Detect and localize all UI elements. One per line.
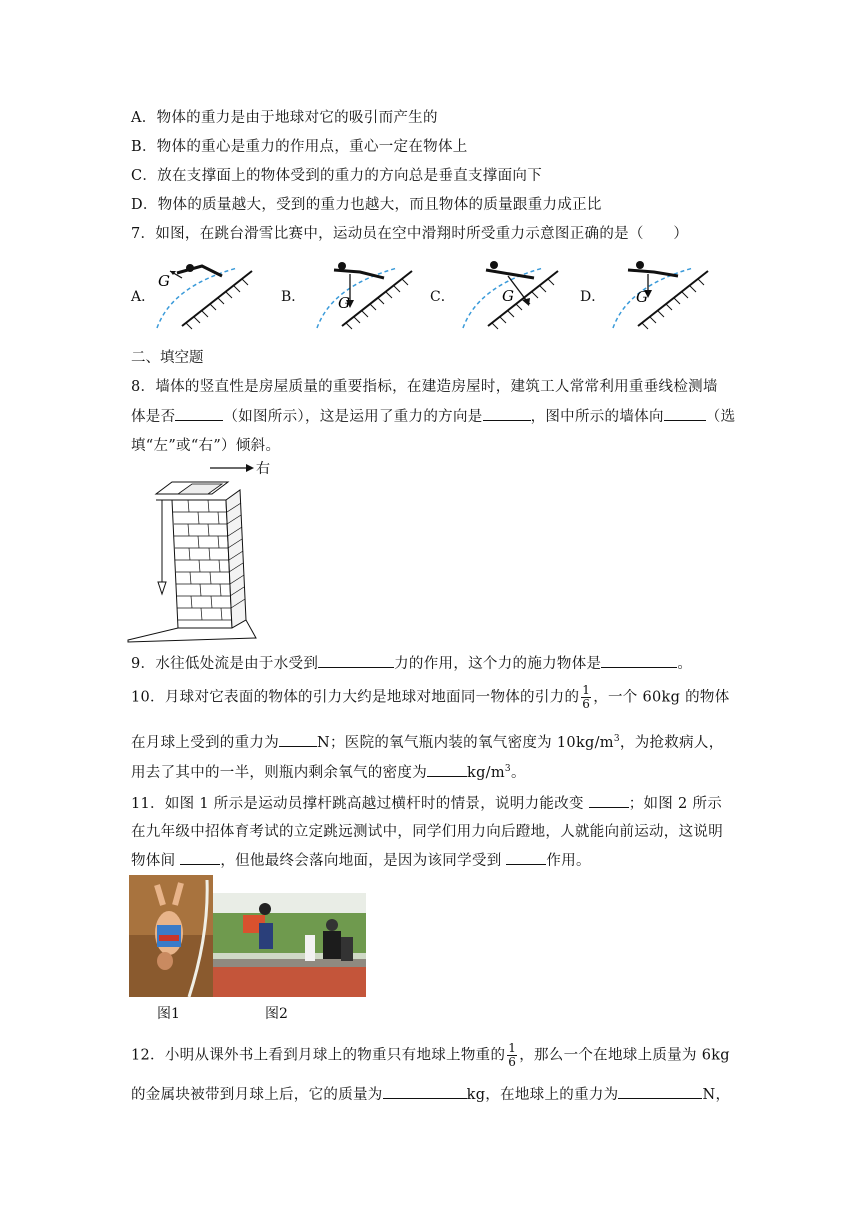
q7-b-g-label: G: [338, 294, 350, 312]
q8-line-2: 体是否 （如图所示），这是运用了重力的方向是 ，图中所示的墙体向 （选: [131, 409, 736, 425]
section-title-fill-in: 二、填空题: [131, 350, 204, 366]
q6-option-c: C．放在支撑面上的物体受到的重力的方向总是垂直支撑面向下: [131, 168, 542, 184]
long-jump-photo: [213, 893, 366, 997]
q11-blank-1[interactable]: [589, 795, 629, 808]
q7-d-g-label: G: [636, 288, 648, 306]
q8-blank-2[interactable]: [483, 408, 531, 421]
q7-c-g-label: G: [502, 287, 514, 305]
q7-figure-a: [152, 256, 257, 336]
q7-a-g-label: G: [158, 272, 170, 290]
q8-line-3: 填“左”或“右”）倾斜。: [131, 438, 281, 454]
fig1-caption: 图1: [157, 1006, 180, 1022]
q7-label-d: D．: [580, 289, 606, 305]
q7-label-b: B．: [281, 289, 306, 305]
q7-figure-d: [608, 256, 713, 336]
q8-blank-1[interactable]: [175, 408, 223, 421]
q12-line-1: 12．小明从课外书上看到月球上的物重只有地球上物重的 $\frac{1}{6}$ ，那么一个在地球上质量为 6kg: [131, 1041, 730, 1069]
q7-stem: 7．如图，在跳台滑雪比赛中，运动员在空中滑翔时所受重力示意图正确的是（ ）: [131, 226, 689, 242]
fig2-caption: 图2: [265, 1006, 288, 1022]
q12-blank-1[interactable]: [383, 1086, 467, 1099]
q10-blank-2[interactable]: [427, 764, 467, 777]
q7-figure-c: [458, 256, 563, 336]
q12-line-2: 的金属块被带到月球上后，它的质量为 kg，在地球上的重力为 N，: [131, 1087, 731, 1103]
q11-line-1: 11．如图 1 所示是运动员撑杆跳高越过横杆时的情景，说明力能改变 ；如图 2 所示: [131, 796, 723, 812]
q6-option-b: B．物体的重心是重力的作用点，重心一定在物体上: [131, 139, 468, 155]
q11-line-3: 物体间 ，但他最终会落向地面，是因为该同学受到 作用。: [131, 853, 591, 869]
q10-blank-1[interactable]: [279, 734, 317, 747]
q10-line-3: 用去了其中的一半，则瓶内剩余氧气的密度为 $kg/m^3$。: [131, 764, 526, 781]
pole-vault-photo: [129, 875, 213, 997]
q12-fraction: $\frac{1}{6}$: [508, 1041, 517, 1069]
q11-blank-3[interactable]: [506, 852, 546, 865]
q9-blank-1[interactable]: [318, 655, 394, 668]
q6-option-a: A．物体的重力是由于地球对它的吸引而产生的: [131, 110, 438, 126]
q7-figure-b: [312, 256, 417, 336]
q10-fraction: $\frac{1}{6}$: [582, 683, 591, 711]
q8-blank-3[interactable]: [664, 408, 706, 421]
q10-line-2: 在月球上受到的重力为 N；医院的氧气瓶内装的氧气密度为 $10kg/m^3$，为抢救病人，: [131, 734, 724, 751]
q9-line: 9．水往低处流是由于水受到 力的作用，这个力的施力物体是 。: [131, 656, 693, 672]
q9-blank-2[interactable]: [601, 655, 677, 668]
q10-line-1: 10．月球对它表面的物体的引力大约是地球对地面同一物体的引力的 $\frac{1}{6}$ ，一个 60kg 的物体: [131, 683, 730, 711]
q7-label-c: C．: [430, 289, 455, 305]
q11-blank-2[interactable]: [180, 852, 220, 865]
q8-line-1: 8．墙体的竖直性是房屋质量的重要指标，在建造房屋时，建筑工人常常利用重垂线检测墙: [131, 379, 718, 395]
q8-wall-figure: [128, 460, 270, 642]
q12-blank-2[interactable]: [618, 1086, 702, 1099]
q7-label-a: A．: [131, 289, 156, 305]
q6-option-d: D．物体的质量越大，受到的重力也越大，而且物体的质量跟重力成正比: [131, 197, 602, 213]
q8-arrow-label: 右: [256, 461, 270, 477]
q11-line-2: 在九年级中招体育考试的立定跳远测试中，同学们用力向后蹬地，人就能向前运动，这说明: [131, 824, 723, 840]
